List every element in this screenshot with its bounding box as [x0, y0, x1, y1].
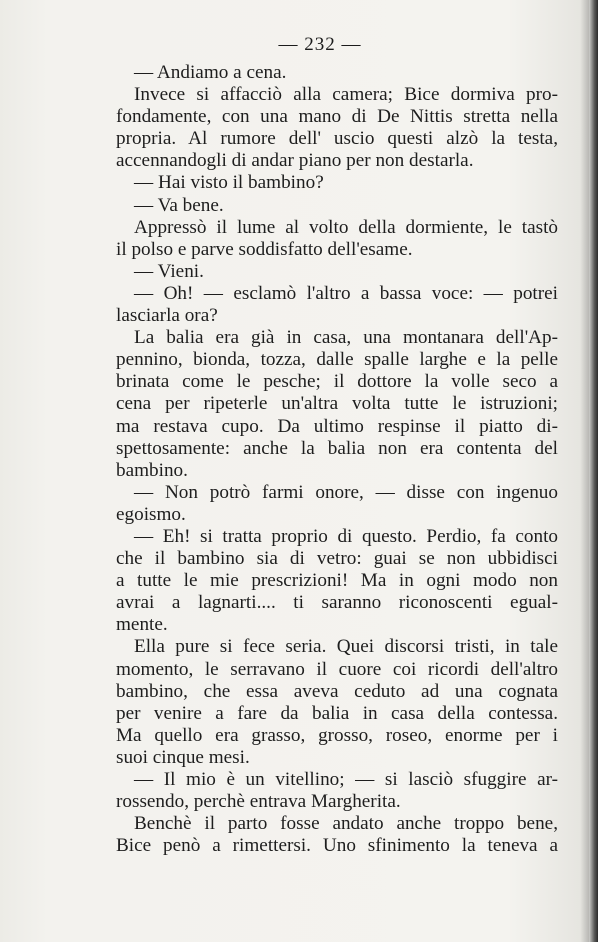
text-line: egoismo. — [116, 503, 186, 525]
text-line: — Vieni. — [134, 260, 204, 282]
text-line: il polso e parve soddisfatto dell'esame. — [116, 238, 413, 260]
text-line: Ma quello era grasso, grosso, roseo, enorme per i — [116, 724, 558, 746]
text-line: suoi cinque mesi. — [116, 746, 250, 768]
text-line: ma restava cupo. Da ultimo respinse il piatto di- — [116, 415, 558, 437]
page-edge-shadow — [589, 0, 598, 942]
text-line: — Eh! si tratta proprio di questo. Perdio, fa conto — [134, 525, 558, 547]
page-body-text — [116, 62, 558, 857]
text-line: Benchè il parto fosse andato anche troppo bene, — [134, 813, 558, 835]
text-line: — Va bene. — [134, 194, 224, 216]
text-line: Bice penò a rimettersi. Uno sfinimento la teneva a — [116, 835, 558, 857]
text-line: cena per ripeterle un'altra volta tutte le istruzioni; — [116, 393, 558, 415]
text-line: La balia era già in casa, una montanara dell'Ap- — [134, 327, 558, 349]
text-line: — Il mio è un vitellino; — si lasciò sfuggire ar- — [134, 769, 558, 790]
text-line: propria. Al rumore dell' uscio questi alzò la testa, — [116, 128, 558, 150]
text-line: bambino, che essa aveva ceduto ad una cognata — [116, 680, 558, 702]
text-line: per venire a fare da balia in casa della contessa. — [116, 702, 558, 724]
text-line: lasciarla ora? — [116, 305, 218, 327]
text-line: avrai a lagnarti.... ti saranno riconoscenti egual- — [116, 592, 558, 614]
text-line: Ella pure si fece seria. Quei discorsi tristi, in tale — [134, 636, 558, 658]
text-line: pennino, bionda, tozza, dalle spalle larghe e la pelle — [116, 349, 558, 371]
text-line: mente. — [116, 614, 168, 636]
text-line: — Andiamo a cena. — [134, 62, 287, 83]
text-line: Appressò il lume al volto della dormiente, le tastò — [134, 216, 558, 238]
text-line: rossendo, perchè entrava Margherita. — [116, 791, 401, 813]
text-line: — Non potrò farmi onore, — disse con ingenuo — [134, 481, 558, 503]
text-line: bambino. — [116, 459, 188, 481]
text-line: brinata come le pesche; il dottore la volle seco a — [116, 371, 558, 393]
text-line: Invece si affacciò alla camera; Bice dormiva pro- — [134, 84, 558, 106]
text-line: — Oh! — esclamò l'altro a bassa voce: — potrei — [134, 282, 558, 304]
text-line: accennandogli di andar piano per non destarla. — [116, 150, 474, 172]
page-number: — 232 — — [278, 34, 362, 55]
text-line: — Hai visto il bambino? — [134, 172, 324, 194]
text-line: a tutte le mie prescrizioni! Ma in ogni modo non — [116, 570, 558, 592]
text-line: fondamente, con una mano di De Nittis stretta nella — [116, 106, 558, 128]
text-line: momento, le serravano il cuore coi ricordi dell'altro — [116, 658, 558, 680]
text-line: che il bambino sia di vetro: guai se non ubbidisci — [116, 548, 558, 570]
text-line: spettosamente: anche la balia non era contenta del — [116, 437, 558, 459]
